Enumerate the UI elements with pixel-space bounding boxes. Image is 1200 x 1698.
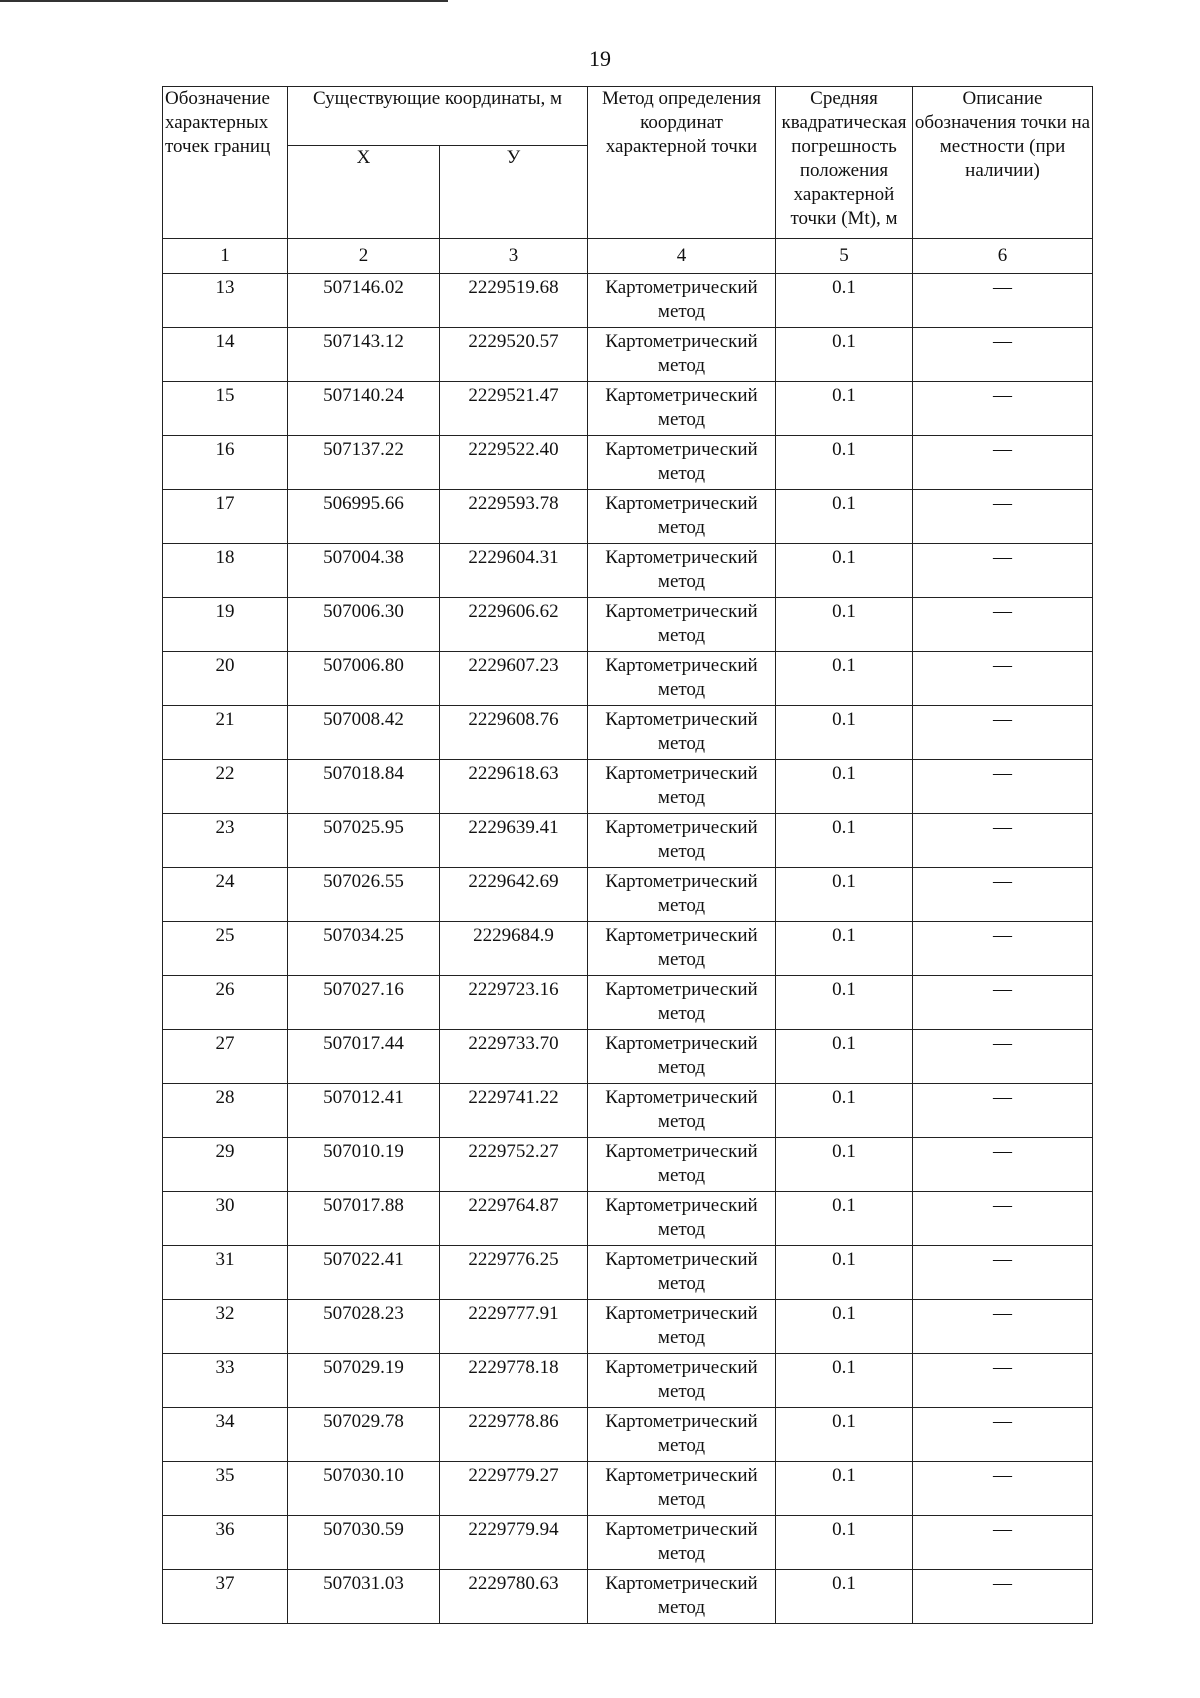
x-coordinate-cell: 507029.19 (288, 1354, 440, 1408)
method-cell: Картометрический метод (588, 706, 776, 760)
method-cell: Картометрический метод (588, 1138, 776, 1192)
method-cell: Картометрический метод (588, 274, 776, 328)
page-number: 19 (589, 46, 611, 71)
mt-cell: 0.1 (776, 1084, 913, 1138)
table-row (163, 436, 1093, 490)
table-row (163, 1192, 1093, 1246)
x-coordinate-cell: 507012.41 (288, 1084, 440, 1138)
method-cell: Картометрический метод (588, 1246, 776, 1300)
header-y: У (440, 146, 588, 239)
x-coordinate-cell: 507031.03 (288, 1570, 440, 1624)
table-header (163, 87, 1093, 274)
y-coordinate-cell: 2229618.63 (440, 760, 588, 814)
description-cell: — (913, 1192, 1093, 1246)
x-coordinate-cell: 507143.12 (288, 328, 440, 382)
y-coordinate-cell: 2229764.87 (440, 1192, 588, 1246)
table-row (163, 706, 1093, 760)
mt-cell: 0.1 (776, 814, 913, 868)
point-number-cell: 32 (163, 1300, 288, 1354)
method-cell: Картометрический метод (588, 1516, 776, 1570)
table-row (163, 868, 1093, 922)
description-cell: — (913, 382, 1093, 436)
method-cell: Картометрический метод (588, 1084, 776, 1138)
description-cell: — (913, 1408, 1093, 1462)
table-row (163, 922, 1093, 976)
x-coordinate-cell: 507017.44 (288, 1030, 440, 1084)
point-number-cell: 24 (163, 868, 288, 922)
x-coordinate-cell: 507018.84 (288, 760, 440, 814)
point-number-cell: 16 (163, 436, 288, 490)
description-cell: — (913, 1462, 1093, 1516)
top-rule (0, 0, 448, 2)
description-cell: — (913, 1084, 1093, 1138)
mt-cell: 0.1 (776, 868, 913, 922)
method-cell: Картометрический метод (588, 1408, 776, 1462)
point-number-cell: 18 (163, 544, 288, 598)
method-cell: Картометрический метод (588, 382, 776, 436)
y-coordinate-cell: 2229593.78 (440, 490, 588, 544)
method-cell: Картометрический метод (588, 868, 776, 922)
table-row (163, 544, 1093, 598)
mt-cell: 0.1 (776, 436, 913, 490)
table-row (163, 274, 1093, 328)
y-coordinate-cell: 2229779.94 (440, 1516, 588, 1570)
description-cell: — (913, 1300, 1093, 1354)
y-coordinate-cell: 2229607.23 (440, 652, 588, 706)
column-number: 2 (288, 239, 440, 274)
table-row (163, 490, 1093, 544)
table-row (163, 598, 1093, 652)
table-row (163, 1516, 1093, 1570)
x-coordinate-cell: 507010.19 (288, 1138, 440, 1192)
method-cell: Картометрический метод (588, 1570, 776, 1624)
mt-cell: 0.1 (776, 922, 913, 976)
point-number-cell: 31 (163, 1246, 288, 1300)
point-number-cell: 21 (163, 706, 288, 760)
mt-cell: 0.1 (776, 1408, 913, 1462)
table-row (163, 1570, 1093, 1624)
x-coordinate-cell: 507034.25 (288, 922, 440, 976)
mt-cell: 0.1 (776, 1192, 913, 1246)
mt-cell: 0.1 (776, 598, 913, 652)
description-cell: — (913, 922, 1093, 976)
point-number-cell: 23 (163, 814, 288, 868)
point-number-cell: 34 (163, 1408, 288, 1462)
method-cell: Картометрический метод (588, 760, 776, 814)
description-cell: — (913, 1030, 1093, 1084)
x-coordinate-cell: 507025.95 (288, 814, 440, 868)
point-number-cell: 28 (163, 1084, 288, 1138)
method-cell: Картометрический метод (588, 814, 776, 868)
method-cell: Картометрический метод (588, 652, 776, 706)
mt-cell: 0.1 (776, 382, 913, 436)
x-coordinate-cell: 507008.42 (288, 706, 440, 760)
mt-cell: 0.1 (776, 544, 913, 598)
y-coordinate-cell: 2229776.25 (440, 1246, 588, 1300)
method-cell: Картометрический метод (588, 436, 776, 490)
description-cell: — (913, 1354, 1093, 1408)
table-row (163, 382, 1093, 436)
description-cell: — (913, 1516, 1093, 1570)
table-row (163, 1030, 1093, 1084)
y-coordinate-cell: 2229778.18 (440, 1354, 588, 1408)
method-cell: Картометрический метод (588, 328, 776, 382)
y-coordinate-cell: 2229642.69 (440, 868, 588, 922)
x-coordinate-cell: 507140.24 (288, 382, 440, 436)
table-row (163, 976, 1093, 1030)
description-cell: — (913, 598, 1093, 652)
mt-cell: 0.1 (776, 490, 913, 544)
x-coordinate-cell: 507030.59 (288, 1516, 440, 1570)
description-cell: — (913, 652, 1093, 706)
method-cell: Картометрический метод (588, 1030, 776, 1084)
point-number-cell: 19 (163, 598, 288, 652)
mt-cell: 0.1 (776, 1138, 913, 1192)
y-coordinate-cell: 2229741.22 (440, 1084, 588, 1138)
table-row (163, 1354, 1093, 1408)
point-number-cell: 15 (163, 382, 288, 436)
header-point-designation: Обозначение характерных точек границ (163, 87, 288, 239)
table-row (163, 814, 1093, 868)
point-number-cell: 36 (163, 1516, 288, 1570)
y-coordinate-cell: 2229522.40 (440, 436, 588, 490)
point-number-cell: 13 (163, 274, 288, 328)
y-coordinate-cell: 2229777.91 (440, 1300, 588, 1354)
table-row (163, 1462, 1093, 1516)
mt-cell: 0.1 (776, 274, 913, 328)
method-cell: Картометрический метод (588, 1354, 776, 1408)
point-number-cell: 29 (163, 1138, 288, 1192)
table-row (163, 1246, 1093, 1300)
point-number-cell: 25 (163, 922, 288, 976)
column-number: 4 (588, 239, 776, 274)
x-coordinate-cell: 507006.30 (288, 598, 440, 652)
table-row (163, 1084, 1093, 1138)
method-cell: Картометрический метод (588, 544, 776, 598)
x-coordinate-cell: 507004.38 (288, 544, 440, 598)
column-number: 5 (776, 239, 913, 274)
description-cell: — (913, 976, 1093, 1030)
point-number-cell: 22 (163, 760, 288, 814)
mt-cell: 0.1 (776, 976, 913, 1030)
header-mean-square-error: Средняя квадратическая погрешность положения характерной точки (Mt), м (776, 87, 913, 239)
mt-cell: 0.1 (776, 1246, 913, 1300)
x-coordinate-cell: 507029.78 (288, 1408, 440, 1462)
point-number-cell: 20 (163, 652, 288, 706)
y-coordinate-cell: 2229778.86 (440, 1408, 588, 1462)
description-cell: — (913, 760, 1093, 814)
column-number-row (163, 239, 1093, 274)
column-number: 3 (440, 239, 588, 274)
method-cell: Картометрический метод (588, 598, 776, 652)
x-coordinate-cell: 507022.41 (288, 1246, 440, 1300)
description-cell: — (913, 814, 1093, 868)
method-cell: Картометрический метод (588, 922, 776, 976)
mt-cell: 0.1 (776, 1462, 913, 1516)
mt-cell: 0.1 (776, 760, 913, 814)
table-row (163, 1408, 1093, 1462)
header-description: Описание обозначения точки на местности (при наличии) (913, 87, 1093, 239)
header-existing-coordinates: Существующие координаты, м (288, 87, 588, 146)
y-coordinate-cell: 2229639.41 (440, 814, 588, 868)
y-coordinate-cell: 2229604.31 (440, 544, 588, 598)
mt-cell: 0.1 (776, 1300, 913, 1354)
point-number-cell: 35 (163, 1462, 288, 1516)
x-coordinate-cell: 507146.02 (288, 274, 440, 328)
mt-cell: 0.1 (776, 1570, 913, 1624)
header-method: Метод определения координат характерной точки (588, 87, 776, 239)
y-coordinate-cell: 2229723.16 (440, 976, 588, 1030)
table-row (163, 328, 1093, 382)
y-coordinate-cell: 2229519.68 (440, 274, 588, 328)
x-coordinate-cell: 507137.22 (288, 436, 440, 490)
method-cell: Картометрический метод (588, 1462, 776, 1516)
point-number-cell: 17 (163, 490, 288, 544)
point-number-cell: 33 (163, 1354, 288, 1408)
method-cell: Картометрический метод (588, 490, 776, 544)
x-coordinate-cell: 507028.23 (288, 1300, 440, 1354)
mt-cell: 0.1 (776, 1354, 913, 1408)
table-row (163, 1138, 1093, 1192)
mt-cell: 0.1 (776, 1030, 913, 1084)
point-number-cell: 30 (163, 1192, 288, 1246)
x-coordinate-cell: 507017.88 (288, 1192, 440, 1246)
x-coordinate-cell: 507026.55 (288, 868, 440, 922)
header-x: X (288, 146, 440, 239)
method-cell: Картометрический метод (588, 1300, 776, 1354)
y-coordinate-cell: 2229608.76 (440, 706, 588, 760)
mt-cell: 0.1 (776, 652, 913, 706)
x-coordinate-cell: 506995.66 (288, 490, 440, 544)
method-cell: Картометрический метод (588, 976, 776, 1030)
description-cell: — (913, 1246, 1093, 1300)
y-coordinate-cell: 2229606.62 (440, 598, 588, 652)
y-coordinate-cell: 2229733.70 (440, 1030, 588, 1084)
point-number-cell: 37 (163, 1570, 288, 1624)
description-cell: — (913, 1138, 1093, 1192)
description-cell: — (913, 1570, 1093, 1624)
point-number-cell: 26 (163, 976, 288, 1030)
table-row (163, 1300, 1093, 1354)
point-number-cell: 27 (163, 1030, 288, 1084)
y-coordinate-cell: 2229520.57 (440, 328, 588, 382)
method-cell: Картометрический метод (588, 1192, 776, 1246)
table-row (163, 652, 1093, 706)
description-cell: — (913, 544, 1093, 598)
table-row (163, 760, 1093, 814)
x-coordinate-cell: 507027.16 (288, 976, 440, 1030)
mt-cell: 0.1 (776, 328, 913, 382)
column-number: 6 (913, 239, 1093, 274)
y-coordinate-cell: 2229684.9 (440, 922, 588, 976)
y-coordinate-cell: 2229752.27 (440, 1138, 588, 1192)
description-cell: — (913, 868, 1093, 922)
table-body (163, 274, 1093, 1624)
y-coordinate-cell: 2229779.27 (440, 1462, 588, 1516)
description-cell: — (913, 490, 1093, 544)
description-cell: — (913, 328, 1093, 382)
description-cell: — (913, 706, 1093, 760)
coordinates-table (162, 86, 1093, 1624)
point-number-cell: 14 (163, 328, 288, 382)
x-coordinate-cell: 507006.80 (288, 652, 440, 706)
description-cell: — (913, 274, 1093, 328)
y-coordinate-cell: 2229521.47 (440, 382, 588, 436)
description-cell: — (913, 436, 1093, 490)
column-number: 1 (163, 239, 288, 274)
y-coordinate-cell: 2229780.63 (440, 1570, 588, 1624)
mt-cell: 0.1 (776, 1516, 913, 1570)
x-coordinate-cell: 507030.10 (288, 1462, 440, 1516)
mt-cell: 0.1 (776, 706, 913, 760)
